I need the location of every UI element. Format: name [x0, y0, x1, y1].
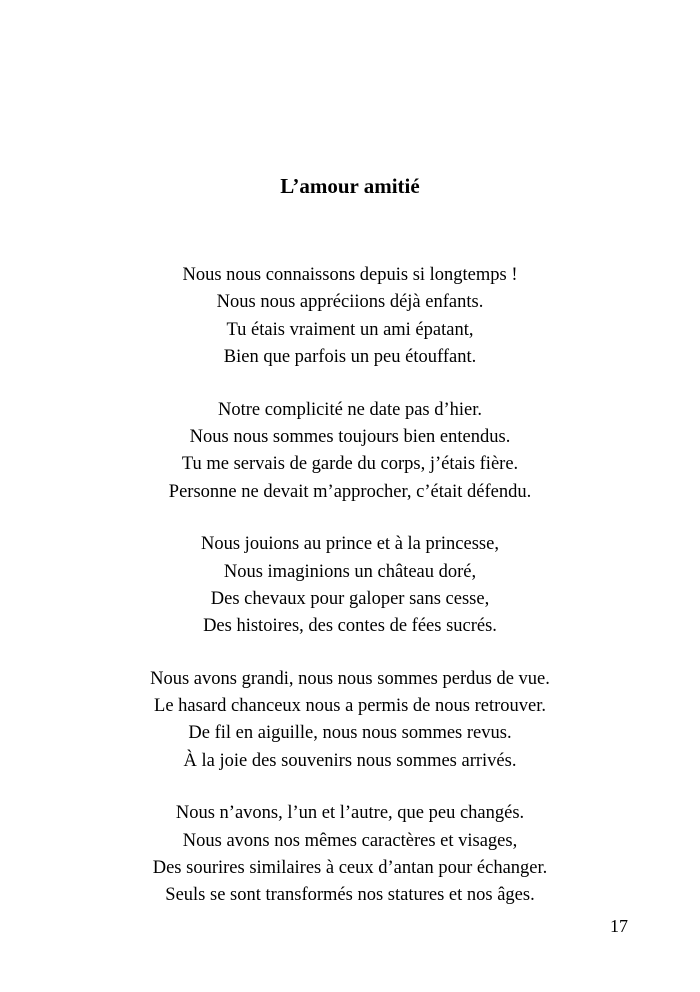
- poem-line: Nous n’avons, l’un et l’autre, que peu changés.: [175, 803, 525, 824]
- poem-line: Nous avons nos mêmes caractères et visages,: [182, 830, 518, 851]
- poem-line: Nous nous appréciions déjà enfants.: [216, 292, 484, 313]
- poem-line: Nous jouions au prince et à la princesse,: [201, 534, 499, 555]
- poem-line: À la joie des souvenirs nous sommes arrivés.: [183, 750, 517, 771]
- poem-line: Nous nous connaissons depuis si longtemps !: [182, 265, 518, 285]
- poem-line: Des histoires, des contes de fées sucrés.: [203, 616, 497, 637]
- stanza-4: [0, 666, 700, 776]
- poem-line: Notre complicité ne date pas d’hier.: [217, 399, 483, 420]
- poem-line: Tu me servais de garde du corps, j’étais fière.: [181, 454, 519, 475]
- poem-line: Nous nous sommes toujours bien entendus.: [189, 426, 511, 447]
- poem-line: Des sourires similaires à ceux d’antan pour échanger.: [152, 858, 548, 879]
- stanza-1: [0, 262, 700, 372]
- poem-line: Des chevaux pour galoper sans cesse,: [210, 588, 490, 609]
- poem-line: Le hasard chanceux nous a permis de nous retrouver.: [154, 696, 546, 717]
- page-number: 17: [610, 916, 628, 936]
- poem-line: De fil en aiguille, nous nous sommes revus.: [188, 723, 512, 744]
- poem-line: Bien que parfois un peu étouffant.: [223, 347, 477, 368]
- poem-line: Seuls se sont transformés nos statures et nos âges.: [165, 885, 535, 906]
- poem-title: L’amour amitié: [280, 174, 420, 198]
- poem-line: Personne ne devait m’approcher, c’était défendu.: [168, 481, 532, 502]
- stanza-3: [0, 531, 700, 641]
- poem-line: Nous imaginions un château doré,: [223, 561, 477, 582]
- stanza-2: [0, 397, 700, 507]
- poem-body: [0, 262, 700, 935]
- poem-line: Nous avons grandi, nous nous sommes perdus de vue.: [150, 668, 550, 689]
- poem-line: Tu étais vraiment un ami épatant,: [226, 319, 474, 340]
- stanza-5: [0, 800, 700, 910]
